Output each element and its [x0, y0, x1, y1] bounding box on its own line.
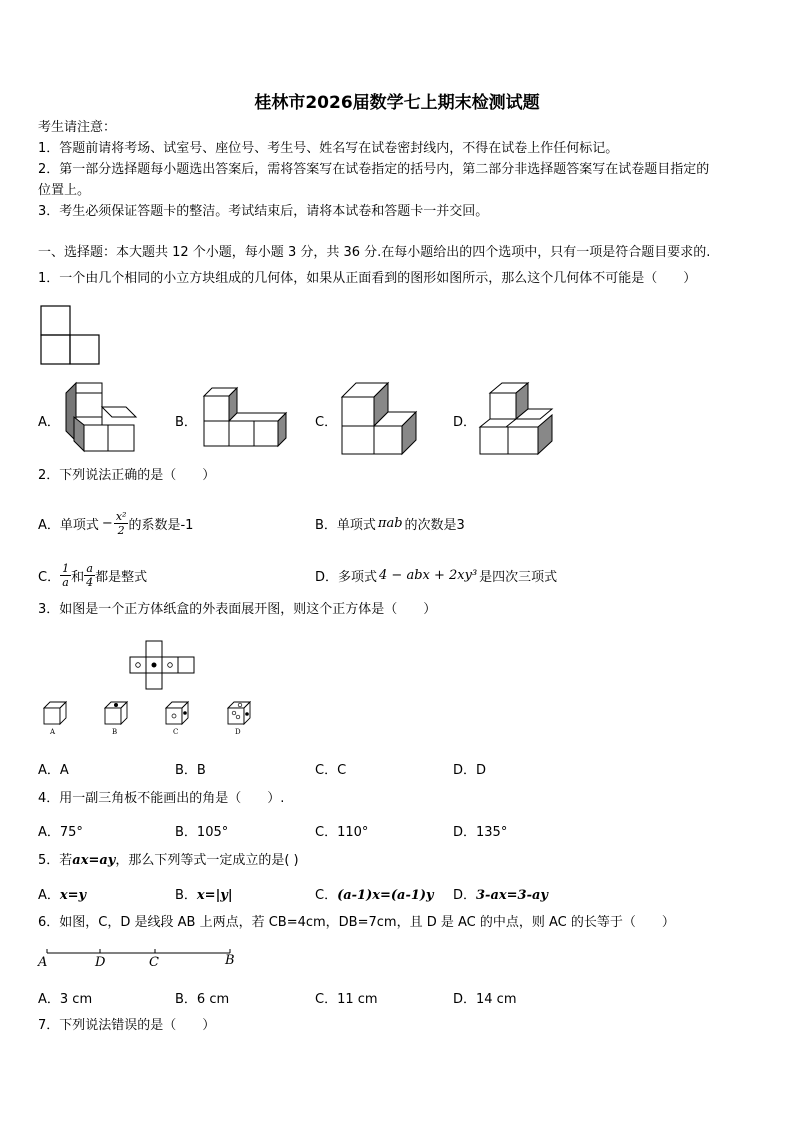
q3-cube-d	[226, 700, 252, 726]
q5-b-math: x=|y|	[196, 888, 233, 903]
page-title: 桂林市2026届数学七上期末检测试题	[254, 93, 540, 113]
q3-cube-a-label: A	[50, 728, 56, 736]
question-2-stem: 2．下列说法正确的是（ ）	[38, 468, 216, 483]
q2-c-prefix: C．	[38, 569, 61, 585]
q2-option-a[interactable]	[38, 503, 193, 543]
q6-option-b[interactable]: B．6 cm	[175, 992, 230, 1007]
q6-option-d[interactable]: D．14 cm	[453, 992, 517, 1007]
q2-d-math: 4 − abx + 2xy³	[379, 567, 478, 583]
question-5-stem	[38, 852, 299, 870]
q5-stem-math: ax=ay	[72, 853, 116, 868]
q2-c-fraction-1	[60, 562, 71, 589]
q2-d-prefix: D．多项式	[315, 569, 378, 585]
q6-point-a: A	[38, 955, 48, 970]
question-6-stem: 6．如图，C，D 是线段 AB 上两点，若 CB=4cm，DB=7cm，且 D 是 AC 的中点，则 AC 的长等于（ ）	[38, 915, 675, 930]
q1-option-d[interactable]: D．	[453, 415, 477, 430]
q3-cube-b-label: B	[112, 728, 118, 736]
q3-cube-net-figure	[128, 640, 194, 690]
q3-cube-b	[103, 700, 129, 726]
q2-b-suffix: 的次数是3	[404, 517, 465, 533]
q2-c-f2-numerator: a	[84, 562, 95, 576]
notice-heading: 考生请注意：	[38, 120, 117, 135]
q1-figure-a	[64, 381, 136, 455]
q2-c-suffix: 都是整式	[95, 569, 148, 585]
q3-cube-c-label: C	[173, 728, 179, 736]
q2-a-prefix: A．单项式	[38, 517, 99, 533]
q2-option-c[interactable]	[38, 555, 147, 595]
q5-option-b[interactable]	[175, 884, 233, 903]
notice-item-3: 3．考生必须保证答题卡的整洁。考试结束后，请将本试卷和答题卡一并交回。	[38, 204, 489, 219]
q5-a-label: A．	[38, 888, 60, 903]
q5-d-math: 3-ax=3-ay	[476, 888, 548, 903]
q3-option-a[interactable]: A．A	[38, 763, 69, 778]
q6-segment-figure	[38, 945, 238, 975]
question-1-stem: 1．一个由几个相同的小立方块组成的几何体，如果从正面看到的图形如图所示，那么这个几何体不可能是（ ）	[38, 271, 697, 286]
notice-item-2-cont: 位置上。	[38, 183, 91, 198]
q3-cube-d-label: D	[235, 728, 241, 736]
question-3-stem: 3．如图是一个正方体纸盒的外表面展开图，则这个正方体是（ ）	[38, 602, 437, 617]
q6-point-c: C	[149, 955, 159, 970]
question-7-stem: 7．下列说法错误的是（ ）	[38, 1018, 216, 1033]
q5-option-a[interactable]	[38, 884, 86, 903]
q2-c-f2-denominator: 4	[86, 575, 94, 589]
q2-c-and: 和	[71, 569, 85, 585]
q2-b-math: πab	[377, 515, 403, 531]
q2-c-fraction-2	[84, 562, 95, 589]
q4-option-a[interactable]: A．75°	[38, 825, 83, 840]
q1-figure-b	[202, 386, 288, 448]
q4-option-c[interactable]: C．110°	[315, 825, 369, 840]
q4-option-b[interactable]: B．105°	[175, 825, 229, 840]
q1-option-c[interactable]: C．	[315, 415, 338, 430]
q3-option-b[interactable]: B．B	[175, 763, 206, 778]
q2-a-fraction	[114, 510, 129, 537]
q5-c-label: C．	[315, 888, 338, 903]
q6-option-a[interactable]: A．3 cm	[38, 992, 93, 1007]
q2-d-suffix: 是四次三项式	[479, 569, 558, 585]
question-4-stem: 4．用一副三角板不能画出的角是（ ）.	[38, 791, 285, 806]
q3-option-c[interactable]: C．C	[315, 763, 347, 778]
q5-stem-prefix: 5．若	[38, 853, 73, 868]
q2-b-prefix: B．单项式	[315, 517, 376, 533]
q3-cube-c	[164, 700, 190, 726]
notice-item-2: 2．第一部分选择题每小题选出答案后，需将答案写在试卷指定的括号内，第二部分非选择题答案写在试卷题目指定的	[38, 162, 710, 177]
section-heading: 一、选择题：本大题共 12 个小题，每小题 3 分，共 36 分.在每小题给出的四个选项中，只有一项是符合题目要求的.	[38, 245, 711, 260]
q5-option-c[interactable]	[315, 884, 434, 903]
q3-cube-a	[42, 700, 68, 726]
q1-front-view-figure	[40, 305, 102, 365]
q2-option-d[interactable]	[315, 555, 557, 595]
q1-option-a[interactable]: A．	[38, 415, 60, 430]
notice-item-1: 1．答题前请将考场、试室号、座位号、考生号、姓名写在试卷密封线内，不得在试卷上作任何标记。	[38, 141, 619, 156]
q5-option-d[interactable]	[453, 884, 548, 903]
q6-point-b: B	[225, 953, 235, 968]
q1-figure-c	[340, 381, 418, 455]
q5-stem-suffix: ，那么下列等式一定成立的是( )	[115, 853, 299, 868]
q2-option-b[interactable]	[315, 503, 465, 543]
q5-c-math: (a-1)x=(a-1)y	[337, 888, 434, 903]
q6-point-d: D	[95, 955, 106, 970]
q2-a-suffix: 的系数是-1	[128, 517, 194, 533]
q2-c-f1-denominator: a	[62, 575, 69, 589]
q6-option-c[interactable]: C．11 cm	[315, 992, 378, 1007]
q2-c-f1-numerator: 1	[62, 561, 70, 575]
q2-a-denominator: 2	[117, 523, 125, 537]
q2-a-minus: −	[101, 515, 113, 531]
q4-option-d[interactable]: D．135°	[453, 825, 508, 840]
q5-b-label: B．	[175, 888, 197, 903]
q3-option-d[interactable]: D．D	[453, 763, 487, 778]
q2-a-numerator: x²	[115, 509, 127, 523]
q5-a-math: x=y	[59, 888, 87, 903]
q5-d-label: D．	[453, 888, 477, 903]
q1-option-b[interactable]: B．	[175, 415, 197, 430]
q1-figure-d	[478, 381, 554, 455]
